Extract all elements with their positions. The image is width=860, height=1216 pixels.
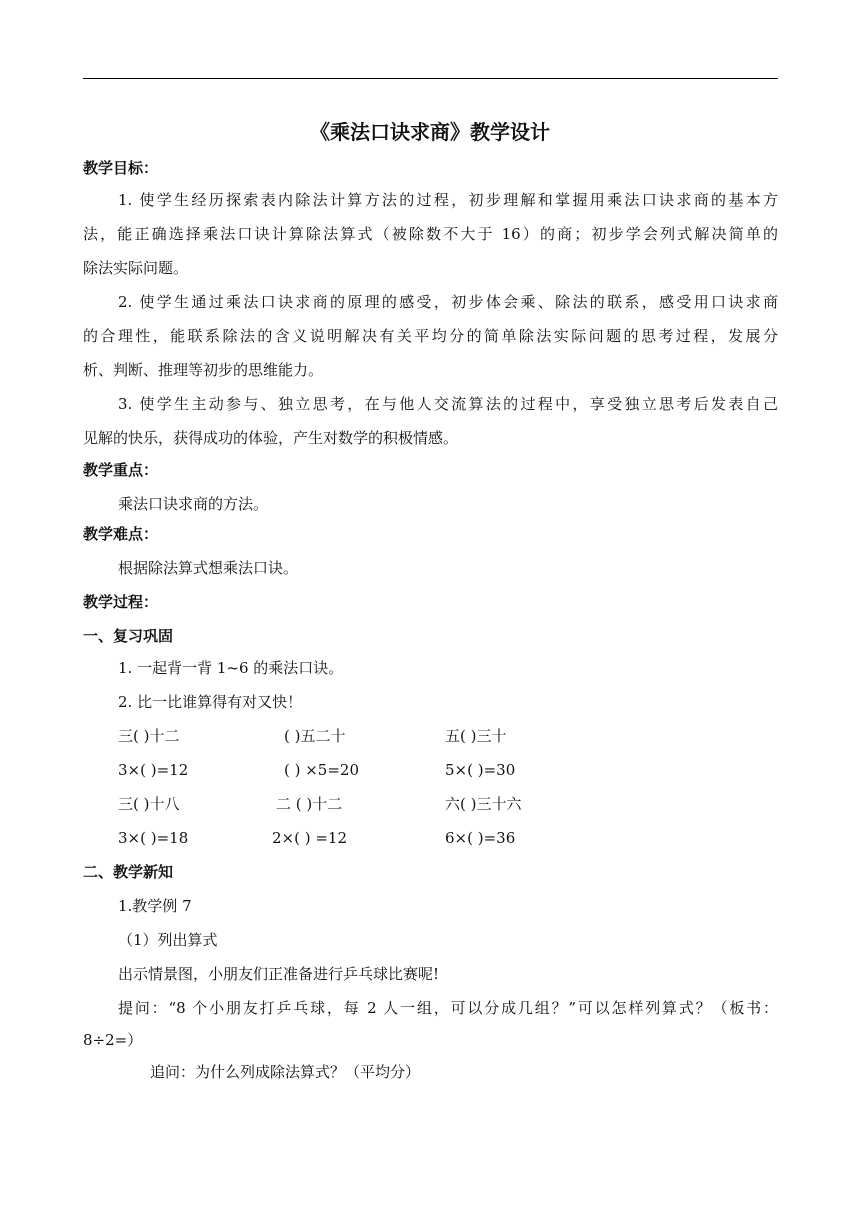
exercise-cell: 5×( )=30 (445, 761, 516, 779)
exercise-cell: 三( )十八 (118, 795, 180, 813)
review-item-2: 2. 比一比谁算得有对又快！ (118, 693, 303, 711)
key-point-heading: 教学重点： (83, 461, 159, 479)
objective-3-line-1: 3. 使学生主动参与、独立思考，在与他人交流算法的过程中，享受独立思考后发表自己 (118, 395, 778, 413)
difficulty-heading: 教学难点： (83, 525, 159, 543)
review-heading: 一、复习巩固 (83, 627, 174, 645)
page-title: 《乘法口诀求商》教学设计 (310, 120, 550, 144)
exercise-cell: 五( )三十 (445, 727, 507, 745)
header-rule (83, 78, 778, 79)
scene-text: 出示情景图，小朋友们正准备进行乒乓球比赛呢! (118, 965, 440, 983)
objective-2-line-1: 2. 使学生通过乘法口诀求商的原理的感受，初步体会乘、除法的联系，感受用口诀求商 (118, 293, 778, 311)
exercise-cell: 3×( )=12 (118, 761, 189, 779)
exercise-cell: 六( )三十六 (445, 795, 522, 813)
objective-1-line-3: 除法实际问题。 (83, 259, 189, 277)
example-label: 1.教学例 7 (118, 897, 192, 915)
review-item-1: 1. 一起背一背 1~6 的乘法口诀。 (118, 659, 344, 677)
exercise-cell: 2×( ) =12 (272, 829, 348, 847)
process-heading: 教学过程： (83, 593, 159, 611)
follow-up-question: 追问：为什么列成除法算式？（平均分） (150, 1063, 421, 1081)
step-1-label: （1）列出算式 (118, 931, 218, 949)
objective-2-line-3: 析、判断、推理等初步的思维能力。 (83, 361, 324, 379)
objective-2-line-2: 的合理性，能联系除法的含义说明解决有关平均分的简单除法实际问题的思考过程，发展分 (83, 327, 778, 345)
objective-1-line-1: 1. 使学生经历探索表内除法计算方法的过程，初步理解和掌握用乘法口诀求商的基本方 (118, 191, 778, 209)
exercise-cell: 二 ( )十二 (276, 795, 343, 813)
exercise-cell: 6×( )=36 (445, 829, 516, 847)
difficulty-text: 根据除法算式想乘法口诀。 (118, 559, 299, 577)
exercise-cell: 三( )十二 (118, 727, 180, 745)
exercise-cell: ( )五二十 (284, 727, 346, 745)
new-knowledge-heading: 二、教学新知 (83, 863, 174, 881)
question-line-2: 8÷2=） (83, 1031, 143, 1049)
objectives-heading: 教学目标： (83, 159, 159, 177)
question-line-1: 提问：“8 个小朋友打乒乓球，每 2 人一组，可以分成几组？”可以怎样列算式？（板书： (118, 999, 778, 1017)
exercise-cell: 3×( )=18 (118, 829, 189, 847)
exercise-cell: ( ) ×5=20 (284, 761, 360, 779)
key-point-text: 乘法口诀求商的方法。 (118, 495, 269, 513)
objective-3-line-2: 见解的快乐，获得成功的体验，产生对数学的积极情感。 (83, 429, 459, 447)
objective-1-line-2: 法，能正确选择乘法口诀计算除法算式（被除数不大于 16）的商；初步学会列式解决简单的 (83, 225, 778, 243)
